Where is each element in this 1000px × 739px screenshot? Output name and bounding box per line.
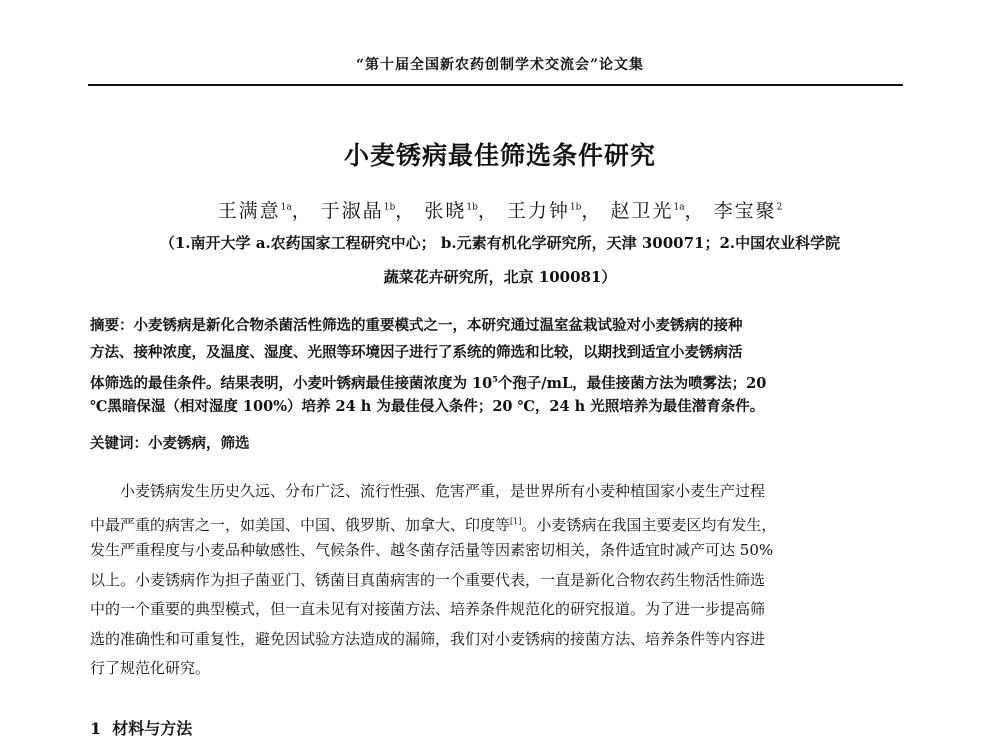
abstract-label: 摘要：	[90, 318, 134, 334]
citation-ref: [1]	[510, 516, 522, 526]
body-line: 选的准确性和可重复性，避免因试验方法造成的漏筛，我们对小麦锈病的接菌方法、培养条件等内容进	[90, 629, 766, 648]
abstract	[90, 312, 902, 420]
section-title: 材料与方法	[112, 719, 193, 738]
affiliation-line-1: （1.南开大学 a.农药国家工程研究中心； b.元素有机化学研究所，天津 300071；2.中国农业科学院	[159, 234, 841, 252]
author-separator: ，	[291, 200, 313, 222]
running-header: “第十届全国新农药创制学术交流会”论文集	[355, 57, 645, 73]
body-line: 中的一个重要的典型模式，但一直未见有对接菌方法、培养条件规范化的研究报道。为了进一步提高筛	[90, 600, 766, 618]
body-line	[90, 507, 902, 537]
abstract-line: 方法、接种浓度，及温度、湿度、光照等环境因子进行了系统的筛选和比较，以期找到适宜小麦锈病活	[90, 344, 743, 361]
author-name: 王力钟	[506, 200, 570, 222]
body-paragraph	[90, 477, 902, 684]
author-name: 王满意	[217, 200, 281, 222]
author-separator: ，	[581, 200, 603, 222]
author-name: 赵卫光	[610, 200, 674, 222]
author-affiliation-mark: 1a	[673, 202, 685, 213]
body-line: 发生严重程度与小麦品种敏感性、气候条件、越冬菌存活量等因素密切相关，条件适宜时减产可达 50%	[90, 541, 774, 559]
author-affiliation-mark: 1b	[383, 202, 396, 213]
keywords	[90, 432, 902, 453]
exponent: 5	[492, 374, 498, 384]
abstract-text: 个孢子/mL，最佳接菌方法为喷雾法；20	[497, 374, 767, 392]
affiliation-line-2: 蔬菜花卉研究所，北京 100081）	[383, 268, 617, 286]
author-affiliation-mark: 1b	[569, 202, 582, 213]
abstract-line	[90, 366, 902, 393]
keywords-text: 小麦锈病，筛选	[148, 435, 250, 452]
abstract-text: 小麦锈病是新化合物杀菌活性筛选的重要模式之一，本研究通过温室盆栽试验对小麦锈病的接种	[133, 317, 743, 334]
author-name: 于淑晶	[320, 200, 384, 222]
section-number: 1	[90, 719, 102, 738]
header-rule	[88, 84, 903, 86]
abstract-line	[90, 312, 902, 339]
body-text: 中最严重的病害之一，如美国、中国、俄罗斯、加拿大、印度等	[90, 515, 511, 534]
body-text: 。小麦锈病在我国主要麦区均有发生，	[521, 515, 777, 534]
author-list	[0, 196, 1000, 223]
abstract-text: 体筛选的最佳条件。结果表明，小麦叶锈病最佳接菌浓度为 10	[90, 374, 493, 392]
author-name: 张晓	[424, 200, 467, 222]
body-line: 行了规范化研究。	[90, 659, 211, 677]
author-separator: ，	[684, 200, 706, 222]
author-affiliation-mark: 1a	[280, 202, 292, 213]
body-line: 以上。小麦锈病作为担子菌亚门、锈菌目真菌病害的一个重要代表，一直是新化合物农药生物活性筛选	[90, 570, 766, 589]
paper-title: 小麦锈病最佳筛选条件研究	[343, 141, 656, 170]
author-separator: ，	[477, 200, 499, 222]
body-line: 小麦锈病发生历史久远、分布广泛、流行性强、危害严重，是世界所有小麦种植国家小麦生产过程	[120, 482, 766, 500]
abstract-line: ℃黑暗保湿（相对湿度 100%）培养 24 h 为最佳侵入条件；20 ℃，24 h 光照培养为最佳潜育条件。	[90, 398, 765, 415]
keywords-label: 关键词：	[90, 436, 148, 452]
author-name: 李宝聚	[713, 200, 777, 222]
author-affiliation-mark: 2	[776, 202, 783, 213]
author-separator: ，	[395, 200, 417, 222]
author-affiliation-mark: 1b	[466, 202, 478, 213]
